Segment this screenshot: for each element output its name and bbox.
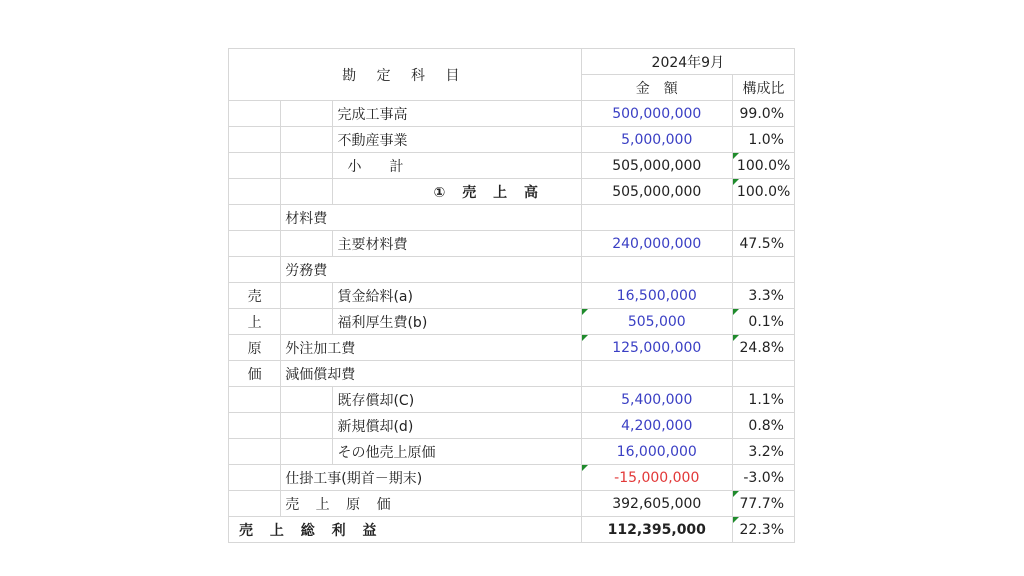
material-header: 材料費 [281,205,581,231]
gross-profit-pct: 22.3% [732,517,794,543]
new-dep-amount: 4,200,000 [581,413,732,439]
completed-amount: 500,000,000 [581,101,732,127]
income-statement-sheet [228,48,795,539]
header-subject: 勘 定 科 目 [229,49,582,101]
other-cogs-amount: 16,000,000 [581,439,732,465]
real-estate-label: 不動産事業 [333,127,581,153]
main-material-pct: 47.5% [732,231,794,257]
sales-total-label: ① 売 上 高 [333,179,581,205]
table-row [229,153,795,179]
other-cogs-pct: 3.2% [732,439,794,465]
sales-total-amount: 505,000,000 [581,179,732,205]
cogs-total-pct: 77.7% [732,491,794,517]
cogs-side-char-1: 売 [229,283,281,309]
wip-amount: -15,000,000 [581,465,732,491]
header-period: 2024年9月 [581,49,794,75]
new-dep-label: 新規償却(d) [333,413,581,439]
wip-pct: -3.0% [732,465,794,491]
main-material-label: 主要材料費 [333,231,581,257]
cogs-side-char-4: 価 [229,361,281,387]
table-row [229,465,795,491]
table-row [229,387,795,413]
table-row [229,413,795,439]
outsourcing-label: 外注加工費 [281,335,581,361]
table-row [229,335,795,361]
cogs-total-label: 売 上 原 価 [281,491,581,517]
other-cogs-label: その他売上原価 [333,439,581,465]
outsourcing-amount: 125,000,000 [581,335,732,361]
sales-total-pct: 100.0% [732,179,794,205]
wages-pct: 3.3% [732,283,794,309]
table-row [229,491,795,517]
table-row [229,127,795,153]
welfare-label: 福利厚生費(b) [333,309,581,335]
gross-profit-amount: 112,395,000 [581,517,732,543]
existing-dep-label: 既存償却(C) [333,387,581,413]
labor-header: 労務費 [281,257,581,283]
cogs-side-char-3: 原 [229,335,281,361]
completed-pct: 99.0% [732,101,794,127]
real-estate-pct: 1.0% [732,127,794,153]
table-row [229,179,795,205]
cogs-total-amount: 392,605,000 [581,491,732,517]
income-statement-table [228,48,795,543]
table-row [229,517,795,543]
new-dep-pct: 0.8% [732,413,794,439]
subtotal-label: 小 計 [333,153,581,179]
wip-label: 仕掛工事(期首－期末) [281,465,581,491]
header-row-1 [229,49,795,75]
subtotal-pct: 100.0% [732,153,794,179]
wages-label: 賃金給料(a) [333,283,581,309]
cogs-side-char-2: 上 [229,309,281,335]
real-estate-amount: 5,000,000 [581,127,732,153]
header-ratio: 構成比 [732,75,794,101]
table-row [229,361,795,387]
table-row [229,257,795,283]
completed-label: 完成工事高 [333,101,581,127]
wages-amount: 16,500,000 [581,283,732,309]
welfare-amount: 505,000 [581,309,732,335]
table-row [229,309,795,335]
welfare-pct: 0.1% [732,309,794,335]
header-amount: 金 額 [581,75,732,101]
table-row [229,283,795,309]
table-row [229,205,795,231]
existing-dep-amount: 5,400,000 [581,387,732,413]
subtotal-amount: 505,000,000 [581,153,732,179]
outsourcing-pct: 24.8% [732,335,794,361]
table-row [229,439,795,465]
depreciation-header: 減価償却費 [281,361,581,387]
table-row [229,101,795,127]
gross-profit-label: 売 上 総 利 益 [229,517,582,543]
main-material-amount: 240,000,000 [581,231,732,257]
table-row [229,231,795,257]
existing-dep-pct: 1.1% [732,387,794,413]
